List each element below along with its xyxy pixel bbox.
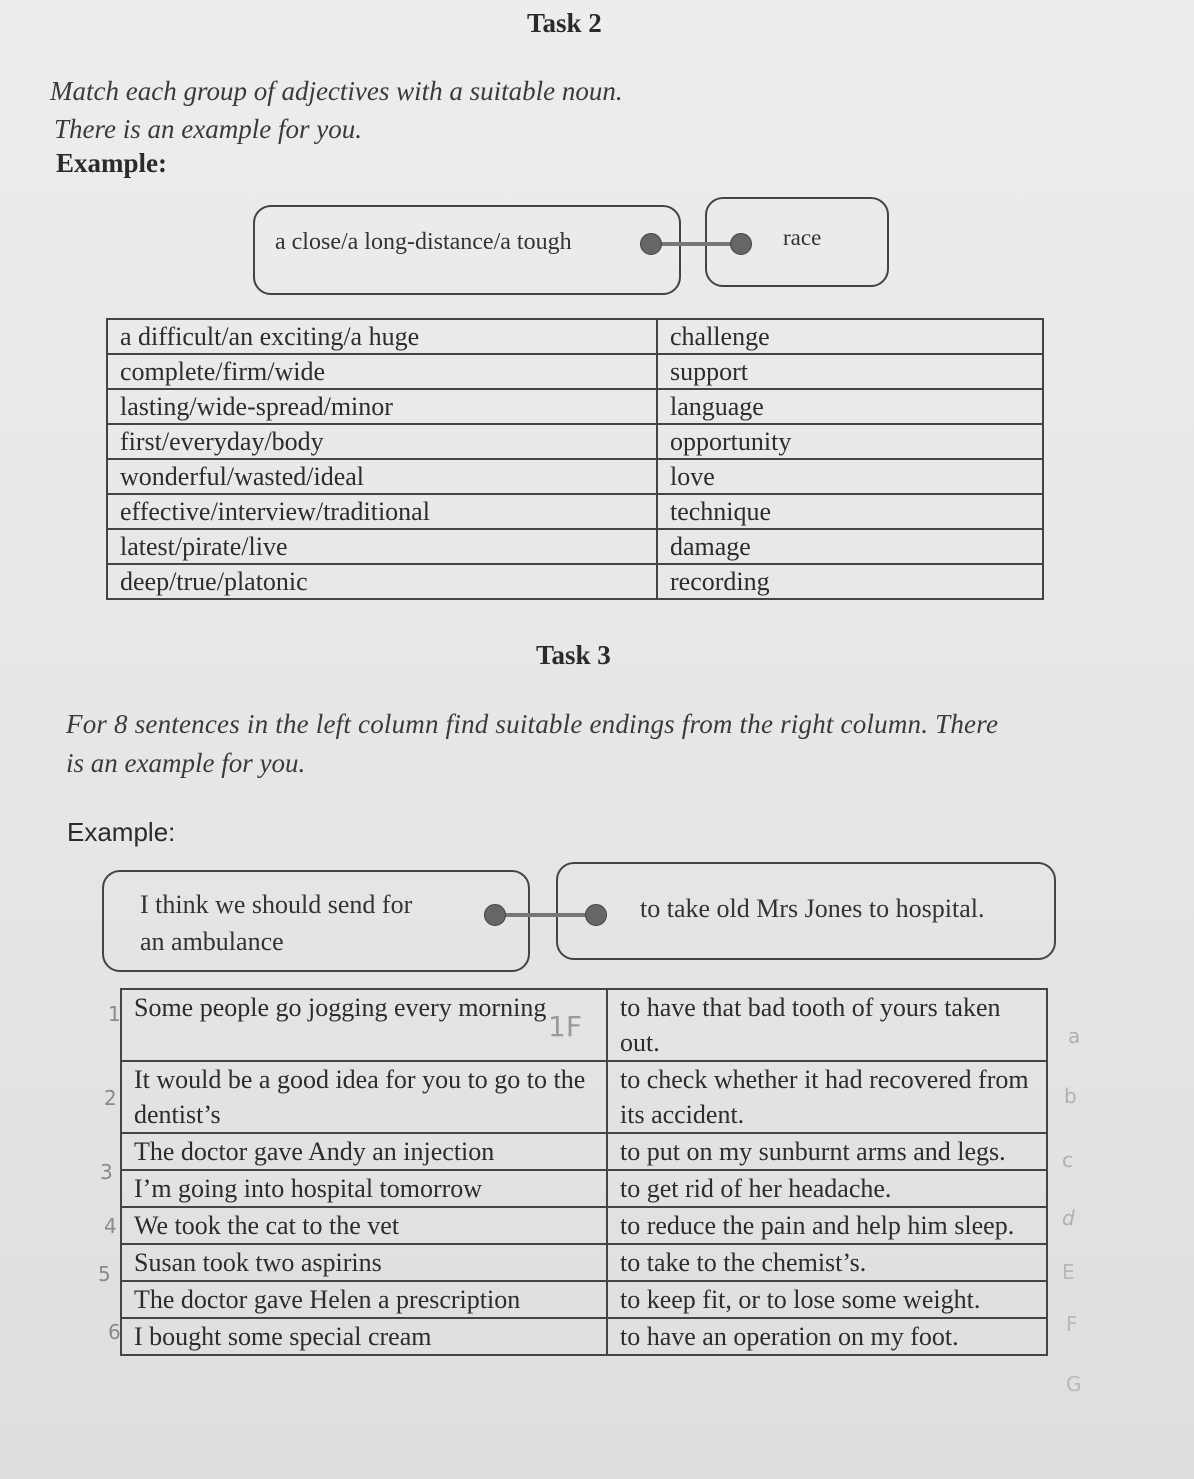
- handwritten-row-number-1: 1: [108, 1002, 121, 1026]
- task3-title: Task 3: [536, 640, 611, 670]
- task3-sentence-start-cell: Susan took two aspirins: [121, 1244, 607, 1281]
- task2-adjectives-cell: first/everyday/body: [107, 424, 657, 459]
- task3-sentence-start-cell: Some people go jogging every morning: [121, 989, 607, 1061]
- task3-table: [120, 988, 1048, 1356]
- task2-row: [107, 424, 1043, 459]
- task2-row: [107, 564, 1043, 599]
- task2-instruction-line1: Match each group of adjectives with a suitable noun.: [50, 76, 623, 106]
- task2-row: [107, 529, 1043, 564]
- task3-sentence-start-cell: I bought some special cream: [121, 1318, 607, 1355]
- task3-sentence-end-cell: to reduce the pain and help him sleep.: [607, 1207, 1047, 1244]
- task3-sentence-end-cell: to have that bad tooth of yours taken out.: [607, 989, 1047, 1061]
- handwritten-answer-note: 1F: [548, 1010, 582, 1043]
- task2-noun-cell: language: [657, 389, 1043, 424]
- task2-noun-cell: damage: [657, 529, 1043, 564]
- task3-row: [121, 1318, 1047, 1355]
- task3-sentence-end-cell: to get rid of her headache.: [607, 1170, 1047, 1207]
- handwritten-letter-d: d: [1062, 1206, 1075, 1230]
- task2-row: [107, 389, 1043, 424]
- task2-example-connector: [650, 242, 742, 246]
- task3-example-right-text: to take old Mrs Jones to hospital.: [640, 894, 985, 923]
- task3-example-left-line1: I think we should send for: [140, 890, 413, 919]
- task2-adjectives-cell: latest/pirate/live: [107, 529, 657, 564]
- task3-example-label: Example:: [67, 817, 176, 847]
- handwritten-letter-b: b: [1064, 1084, 1077, 1108]
- task2-example-label: Example:: [56, 148, 167, 178]
- task3-row: [121, 1281, 1047, 1318]
- task2-noun-cell: opportunity: [657, 424, 1043, 459]
- task3-sentence-end-cell: to check whether it had recovered from its accident.: [607, 1061, 1047, 1133]
- task3-example-left-box: [102, 870, 530, 972]
- task3-sentence-start-cell: The doctor gave Helen a prescription: [121, 1281, 607, 1318]
- handwritten-letter-g: G: [1066, 1372, 1082, 1396]
- task2-table: [106, 318, 1044, 600]
- task2-example-left-text: a close/a long-distance/a tough: [275, 229, 572, 255]
- handwritten-row-number-5: 5: [98, 1262, 111, 1286]
- task2-adjectives-cell: lasting/wide-spread/minor: [107, 389, 657, 424]
- task3-row: [121, 1170, 1047, 1207]
- handwritten-letter-f: F: [1066, 1312, 1078, 1336]
- task2-title: Task 2: [527, 8, 602, 38]
- task2-row: [107, 459, 1043, 494]
- handwritten-letter-a: a: [1068, 1024, 1081, 1048]
- handwritten-row-number-4: 4: [104, 1214, 117, 1238]
- task3-example-dot-right: [585, 904, 607, 926]
- task3-example-dot-left: [484, 904, 506, 926]
- task3-row: [121, 989, 1047, 1061]
- task2-example-dot-left: [640, 233, 662, 255]
- task3-instruction-line2: is an example for you.: [66, 748, 306, 778]
- task2-adjectives-cell: effective/interview/traditional: [107, 494, 657, 529]
- task3-sentence-start-cell: The doctor gave Andy an injection: [121, 1133, 607, 1170]
- task3-sentence-start-cell: It would be a good idea for you to go to the dentist’s: [121, 1061, 607, 1133]
- task3-example-left-line2: an ambulance: [140, 927, 284, 956]
- task3-sentence-end-cell: to have an operation on my foot.: [607, 1318, 1047, 1355]
- task2-instruction-line2: There is an example for you.: [54, 114, 362, 144]
- task3-sentence-start-cell: I’m going into hospital tomorrow: [121, 1170, 607, 1207]
- task2-adjectives-cell: deep/true/platonic: [107, 564, 657, 599]
- task3-instruction-line1: For 8 sentences in the left column find suitable endings from the right column. There: [66, 709, 999, 739]
- task2-noun-cell: challenge: [657, 319, 1043, 354]
- task2-example-dot-right: [730, 233, 752, 255]
- handwritten-row-number-3: 3: [100, 1160, 113, 1184]
- task2-noun-cell: love: [657, 459, 1043, 494]
- task3-sentence-end-cell: to keep fit, or to lose some weight.: [607, 1281, 1047, 1318]
- handwritten-letter-c: c: [1062, 1148, 1073, 1172]
- task2-row: [107, 354, 1043, 389]
- task3-sentence-start-cell: We took the cat to the vet: [121, 1207, 607, 1244]
- task3-row: [121, 1207, 1047, 1244]
- task2-adjectives-cell: wonderful/wasted/ideal: [107, 459, 657, 494]
- task3-example-right-box: [556, 862, 1056, 960]
- task2-row: [107, 319, 1043, 354]
- task3-row: [121, 1244, 1047, 1281]
- task2-noun-cell: technique: [657, 494, 1043, 529]
- handwritten-row-number-2: 2: [104, 1086, 117, 1110]
- task3-row: [121, 1133, 1047, 1170]
- task2-example-right-text: race: [783, 225, 822, 250]
- task3-sentence-end-cell: to put on my sunburnt arms and legs.: [607, 1133, 1047, 1170]
- handwritten-row-number-6: 6: [108, 1320, 121, 1344]
- task2-noun-cell: support: [657, 354, 1043, 389]
- task2-noun-cell: recording: [657, 564, 1043, 599]
- task2-adjectives-cell: complete/firm/wide: [107, 354, 657, 389]
- task2-adjectives-cell: a difficult/an exciting/a huge: [107, 319, 657, 354]
- task3-sentence-end-cell: to take to the chemist’s.: [607, 1244, 1047, 1281]
- handwritten-letter-e: E: [1062, 1260, 1075, 1284]
- task3-row: [121, 1061, 1047, 1133]
- task2-example-left-box: [253, 205, 681, 295]
- task2-row: [107, 494, 1043, 529]
- task3-example-connector: [494, 913, 594, 917]
